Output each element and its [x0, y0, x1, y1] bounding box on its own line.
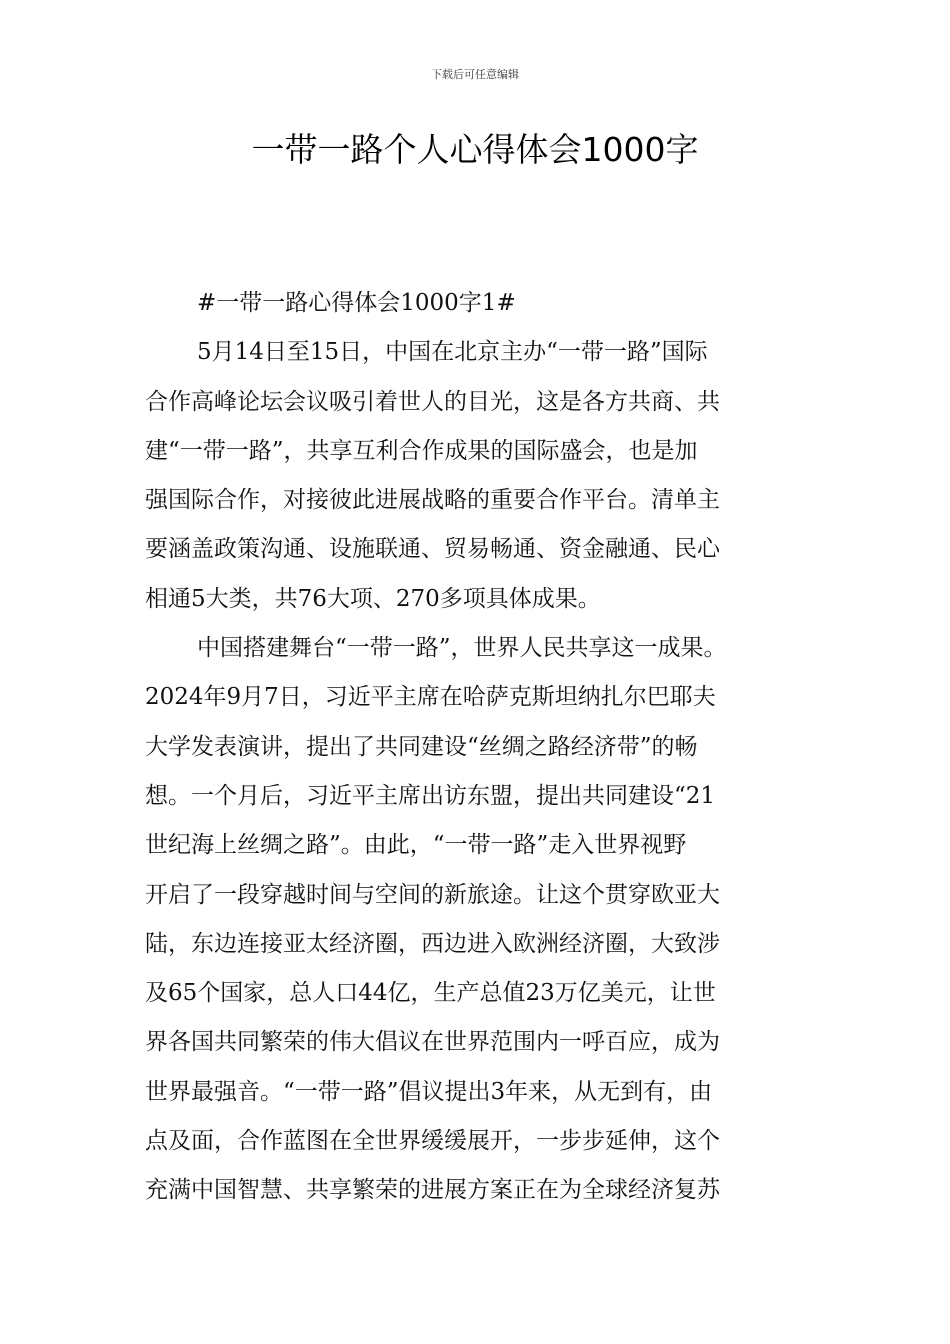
section-heading: #一带一路心得体会1000字1# [197, 290, 516, 316]
paragraph-1-line-2: 合作高峰论坛会议吸引着世人的目光，这是各方共商、共 [145, 388, 720, 415]
paragraph-2-line-4: 想。一个月后，习近平主席出访东盟，提出共同建设“21 [145, 782, 716, 809]
header-note: 下载后可任意编辑 [431, 68, 519, 81]
paragraph-2-line-2: 2024年9月7日，习近平主席在哈萨克斯坦纳扎尔巴耶夫 [145, 684, 716, 711]
document-title: 一带一路个人心得体会1000字 [251, 130, 699, 169]
paragraph-2-line-12: 充满中国智慧、共享繁荣的进展方案正在为全球经济复苏 [145, 1177, 720, 1204]
paragraph-1-line-6: 相通5大类，共76大项、270多项具体成果。 [145, 585, 601, 612]
paragraph-1-line-4: 强国际合作，对接彼此进展战略的重要合作平台。清单主 [145, 487, 720, 514]
paragraph-1-line-3: 建“一带一路”，共享互利合作成果的国际盛会，也是加 [145, 437, 698, 464]
paragraph-2-line-5: 世纪海上丝绸之路”。由此，“一带一路”走入世界视野 [145, 832, 687, 859]
paragraph-2-line-1: 中国搭建舞台“一带一路”，世界人民共享这一成果。 [197, 635, 727, 662]
paragraph-1-line-5: 要涵盖政策沟通、设施联通、贸易畅通、资金融通、民心 [145, 536, 720, 563]
paragraph-2-line-10: 世界最强音。“一带一路”倡议提出3年来，从无到有，由 [145, 1078, 713, 1105]
paragraph-2-line-9: 界各国共同繁荣的伟大倡议在世界范围内一呼百应，成为 [145, 1029, 720, 1056]
paragraph-2-line-6: 开启了一段穿越时间与空间的新旅途。让这个贯穿欧亚大 [145, 881, 720, 908]
paragraph-2-line-11: 点及面，合作蓝图在全世界缓缓展开，一步步延伸，这个 [145, 1128, 720, 1155]
paragraph-2-line-8: 及65个国家，总人口44亿，生产总值23万亿美元，让世 [145, 980, 716, 1007]
document-body [145, 279, 845, 1216]
paragraph-1-line-1: 5月14日至15日，中国在北京主办“一带一路”国际 [197, 339, 708, 366]
paragraph-2-line-7: 陆，东边连接亚太经济圈，西边进入欧洲经济圈，大致涉 [145, 930, 720, 957]
paragraph-2-line-3: 大学发表演讲，提出了共同建设“丝绸之路经济带”的畅 [145, 733, 698, 760]
